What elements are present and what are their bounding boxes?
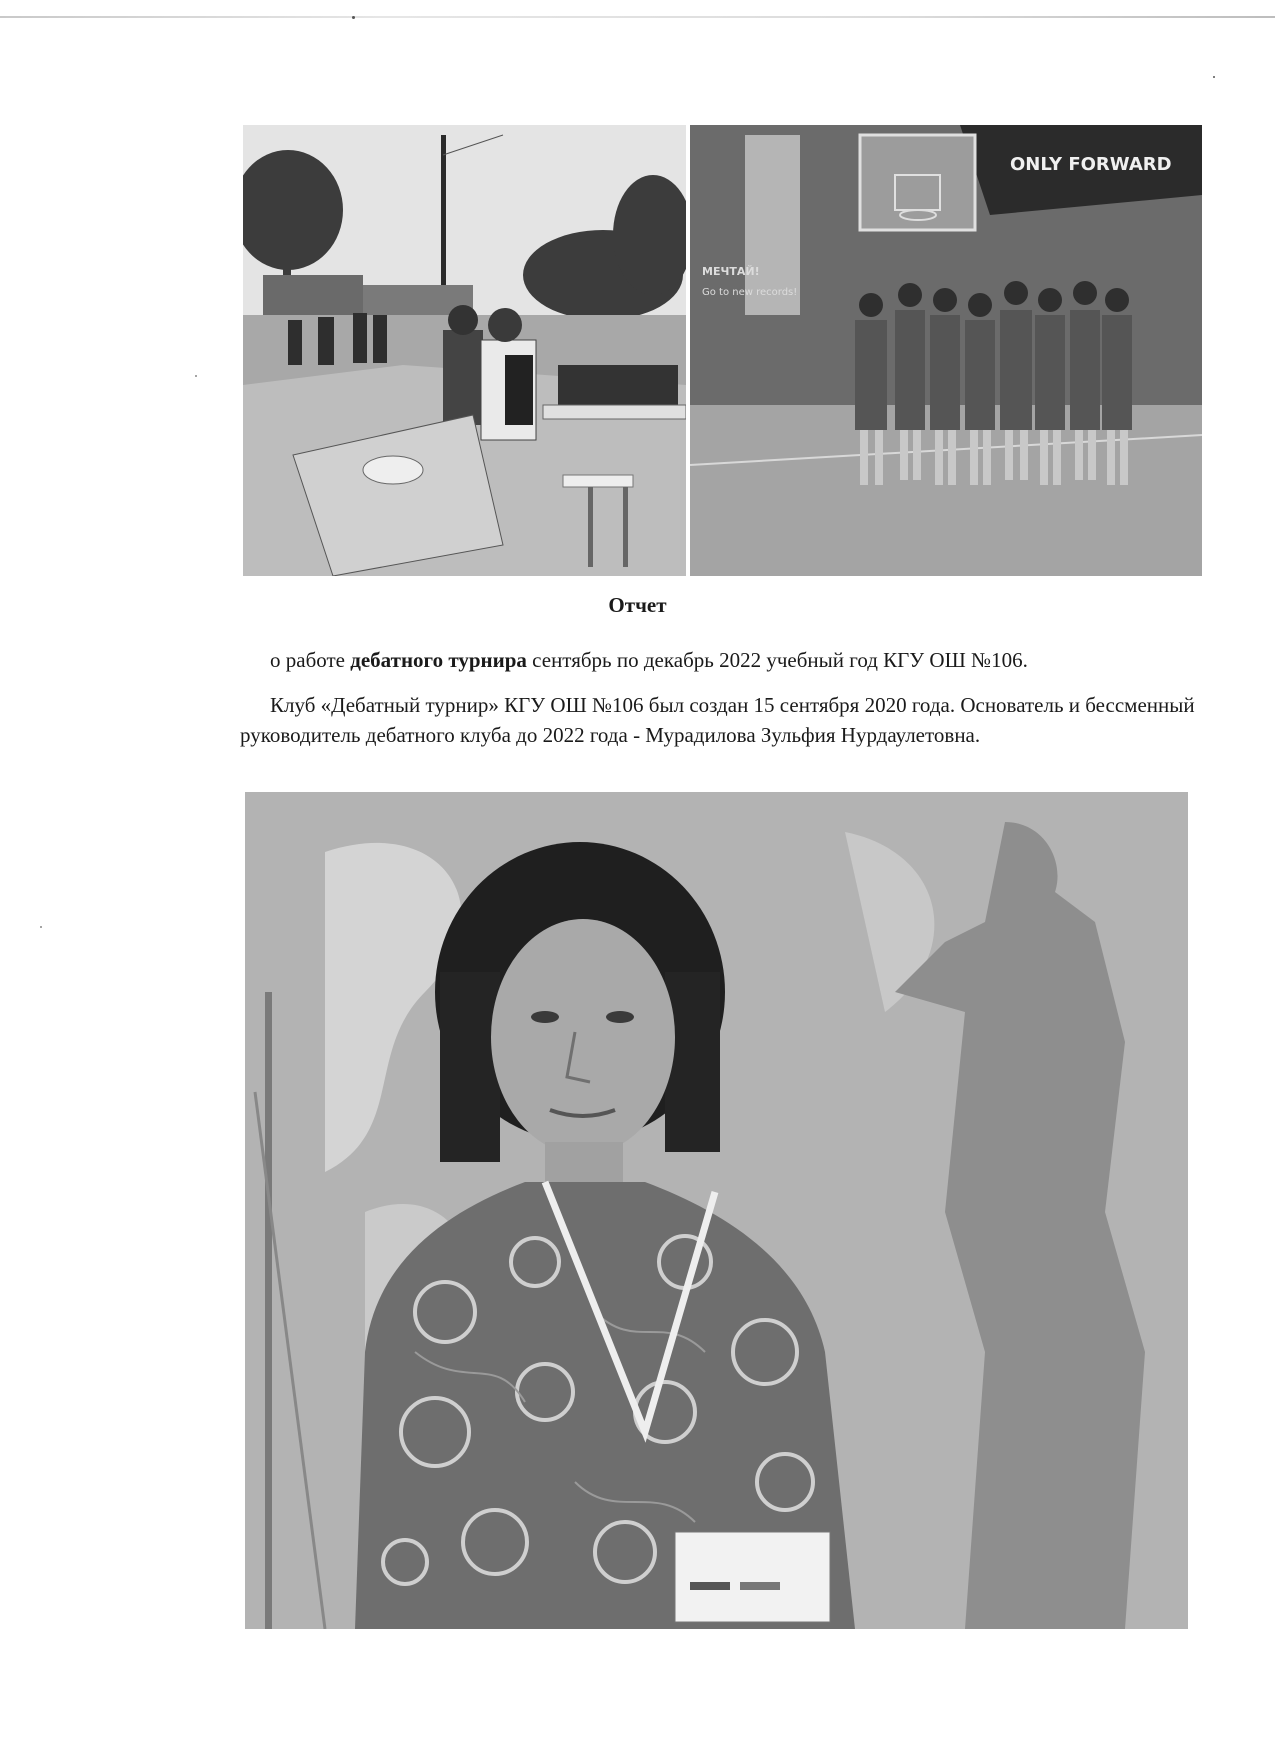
scan-speck <box>40 926 42 928</box>
photo-outdoor-event <box>243 125 686 576</box>
report-subtitle <box>270 645 1210 675</box>
team-banner-text: ONLY FORWARD <box>1010 154 1172 175</box>
report-body-paragraph <box>240 690 1205 750</box>
subtitle-bold: дебатного турнира <box>350 648 527 672</box>
subtitle-prefix: о работе <box>270 648 351 672</box>
scan-speck <box>1213 76 1215 78</box>
photo-team-gym <box>690 125 1202 576</box>
scan-speck <box>195 375 197 377</box>
team-wall-text-1: МЕЧТАЙ! <box>702 265 760 278</box>
subtitle-suffix: сентябрь по декабрь 2022 учебный год КГУ ОШ №106. <box>526 648 1028 672</box>
report-body-text: Клуб «Дебатный турнир» КГУ ОШ №106 был создан 15 сентября 2020 года. Основатель и бессменный руководитель дебатного клуба до 2022 года - Мурадилова Зульфия Нурдаулетовна. <box>240 693 1195 747</box>
scan-edge <box>0 16 1275 18</box>
report-title: Отчет <box>608 593 667 617</box>
photo-portrait-leader <box>245 792 1188 1629</box>
scan-speck <box>352 16 355 19</box>
team-wall-text-2: Go to new records! <box>702 287 798 298</box>
